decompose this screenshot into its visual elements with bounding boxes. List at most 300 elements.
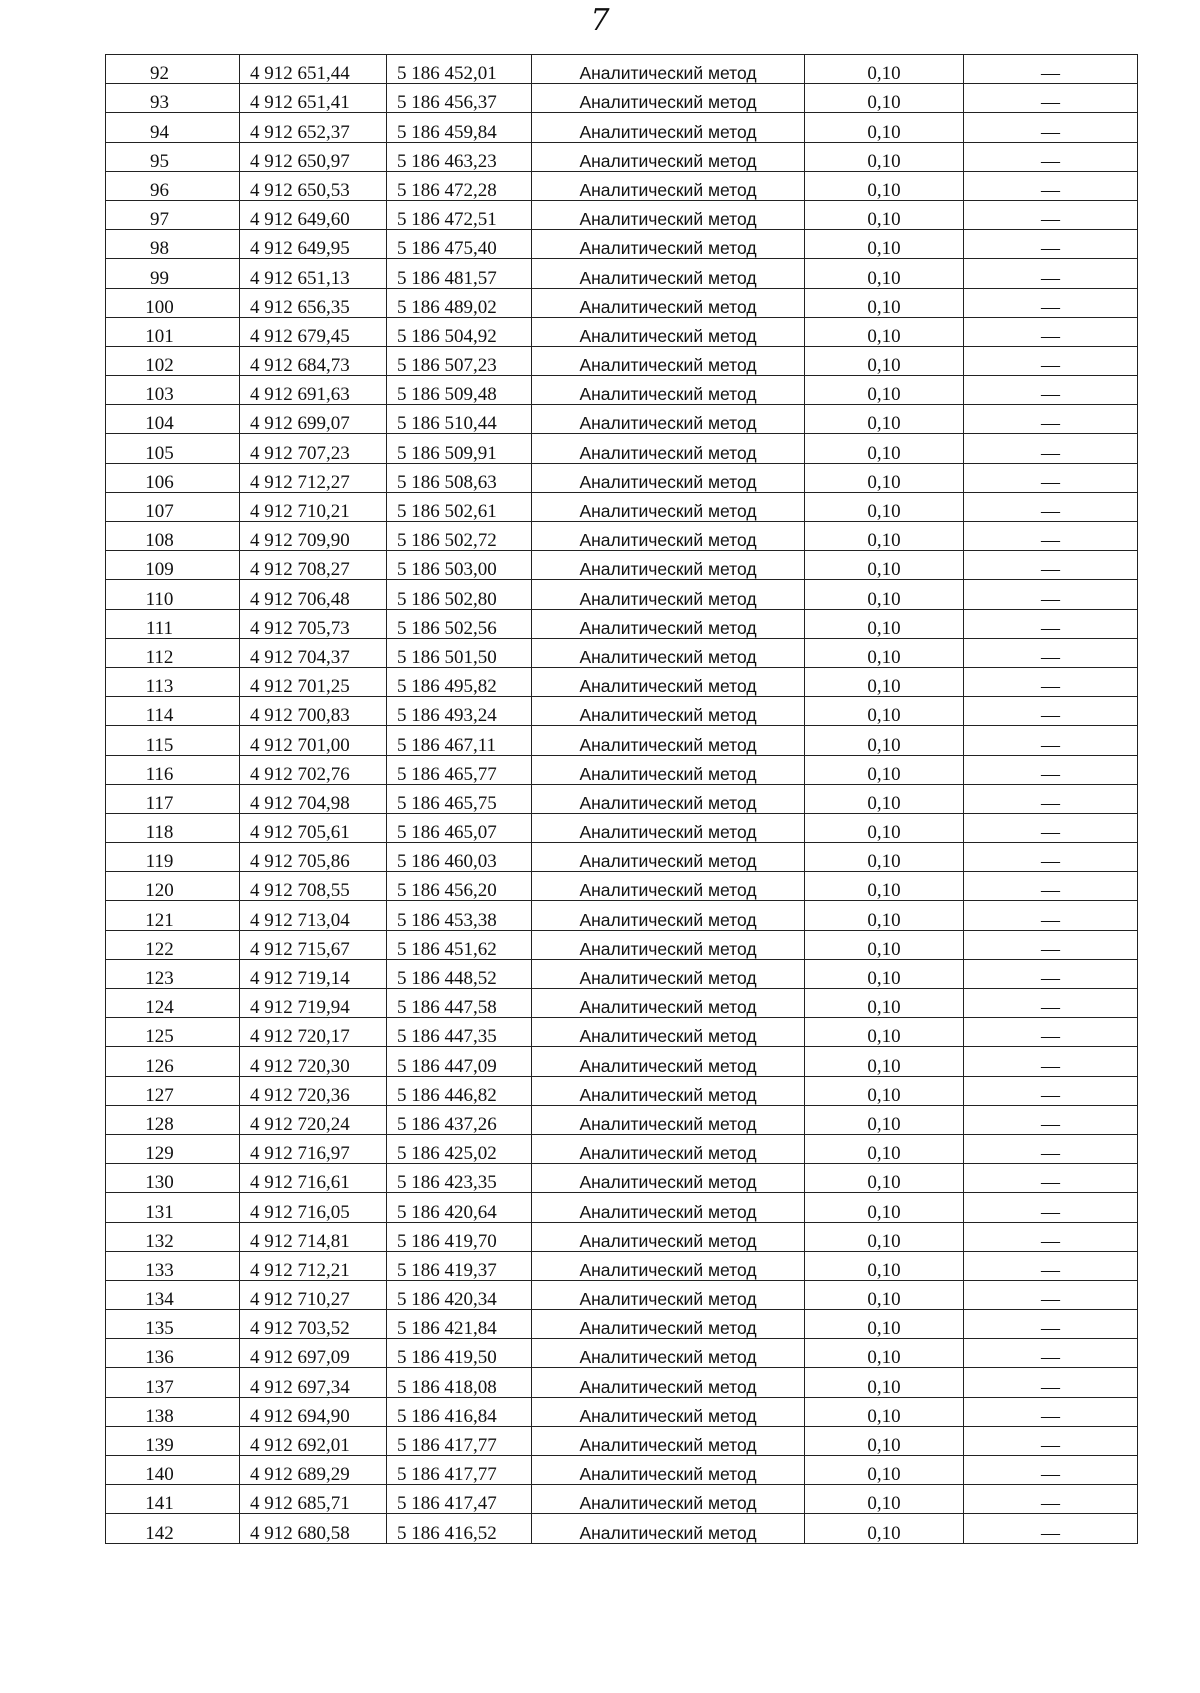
method-cell: Аналитический метод: [532, 200, 805, 229]
y-coordinate-cell: 5 186 509,48: [387, 376, 532, 405]
accuracy-cell: 0,10: [805, 755, 964, 784]
y-coordinate-cell: 5 186 452,01: [387, 55, 532, 84]
x-coordinate-cell: 4 912 700,83: [240, 697, 387, 726]
y-coordinate-cell: 5 186 456,20: [387, 872, 532, 901]
x-coordinate-cell: 4 912 712,27: [240, 463, 387, 492]
x-coordinate-cell: 4 912 689,29: [240, 1456, 387, 1485]
table-row: [106, 113, 1138, 142]
point-number-cell: 132: [106, 1222, 240, 1251]
y-coordinate-cell: 5 186 420,34: [387, 1280, 532, 1309]
y-coordinate-cell: 5 186 419,37: [387, 1251, 532, 1280]
accuracy-cell: 0,10: [805, 872, 964, 901]
accuracy-cell: 0,10: [805, 463, 964, 492]
point-number-cell: 119: [106, 843, 240, 872]
table-row: [106, 1018, 1138, 1047]
accuracy-cell: 0,10: [805, 1368, 964, 1397]
y-coordinate-cell: 5 186 504,92: [387, 317, 532, 346]
accuracy-cell: 0,10: [805, 1193, 964, 1222]
x-coordinate-cell: 4 912 720,17: [240, 1018, 387, 1047]
method-cell: Аналитический метод: [532, 667, 805, 696]
x-coordinate-cell: 4 912 719,94: [240, 989, 387, 1018]
x-coordinate-cell: 4 912 710,21: [240, 492, 387, 521]
point-number-cell: 122: [106, 930, 240, 959]
x-coordinate-cell: 4 912 705,73: [240, 609, 387, 638]
accuracy-cell: 0,10: [805, 1105, 964, 1134]
method-cell: Аналитический метод: [532, 171, 805, 200]
point-number-cell: 93: [106, 84, 240, 113]
x-coordinate-cell: 4 912 694,90: [240, 1397, 387, 1426]
point-number-cell: 102: [106, 346, 240, 375]
method-cell: Аналитический метод: [532, 230, 805, 259]
accuracy-cell: 0,10: [805, 1251, 964, 1280]
x-coordinate-cell: 4 912 720,36: [240, 1076, 387, 1105]
table-row: [106, 609, 1138, 638]
y-coordinate-cell: 5 186 508,63: [387, 463, 532, 492]
point-number-cell: 118: [106, 813, 240, 842]
x-coordinate-cell: 4 912 652,37: [240, 113, 387, 142]
table-row: [106, 1193, 1138, 1222]
point-number-cell: 120: [106, 872, 240, 901]
y-coordinate-cell: 5 186 463,23: [387, 142, 532, 171]
accuracy-cell: 0,10: [805, 1047, 964, 1076]
table-row: [106, 930, 1138, 959]
note-cell: —: [964, 784, 1138, 813]
accuracy-cell: 0,10: [805, 200, 964, 229]
y-coordinate-cell: 5 186 509,91: [387, 434, 532, 463]
note-cell: —: [964, 813, 1138, 842]
table-row: [106, 1397, 1138, 1426]
y-coordinate-cell: 5 186 460,03: [387, 843, 532, 872]
accuracy-cell: 0,10: [805, 317, 964, 346]
accuracy-cell: 0,10: [805, 959, 964, 988]
method-cell: Аналитический метод: [532, 288, 805, 317]
y-coordinate-cell: 5 186 421,84: [387, 1310, 532, 1339]
accuracy-cell: 0,10: [805, 638, 964, 667]
y-coordinate-cell: 5 186 489,02: [387, 288, 532, 317]
accuracy-cell: 0,10: [805, 142, 964, 171]
note-cell: —: [964, 1456, 1138, 1485]
y-coordinate-cell: 5 186 417,77: [387, 1456, 532, 1485]
method-cell: Аналитический метод: [532, 580, 805, 609]
x-coordinate-cell: 4 912 701,00: [240, 726, 387, 755]
x-coordinate-cell: 4 912 679,45: [240, 317, 387, 346]
point-number-cell: 115: [106, 726, 240, 755]
point-number-cell: 133: [106, 1251, 240, 1280]
note-cell: —: [964, 959, 1138, 988]
method-cell: Аналитический метод: [532, 376, 805, 405]
note-cell: —: [964, 317, 1138, 346]
x-coordinate-cell: 4 912 651,41: [240, 84, 387, 113]
method-cell: Аналитический метод: [532, 959, 805, 988]
y-coordinate-cell: 5 186 459,84: [387, 113, 532, 142]
x-coordinate-cell: 4 912 656,35: [240, 288, 387, 317]
point-number-cell: 126: [106, 1047, 240, 1076]
x-coordinate-cell: 4 912 713,04: [240, 901, 387, 930]
accuracy-cell: 0,10: [805, 813, 964, 842]
point-number-cell: 137: [106, 1368, 240, 1397]
table-row: [106, 580, 1138, 609]
point-number-cell: 130: [106, 1164, 240, 1193]
point-number-cell: 140: [106, 1456, 240, 1485]
x-coordinate-cell: 4 912 705,61: [240, 813, 387, 842]
y-coordinate-cell: 5 186 447,58: [387, 989, 532, 1018]
note-cell: —: [964, 200, 1138, 229]
table-row: [106, 697, 1138, 726]
note-cell: —: [964, 667, 1138, 696]
accuracy-cell: 0,10: [805, 113, 964, 142]
note-cell: —: [964, 1164, 1138, 1193]
point-number-cell: 134: [106, 1280, 240, 1309]
table-row: [106, 1426, 1138, 1455]
method-cell: Аналитический метод: [532, 609, 805, 638]
y-coordinate-cell: 5 186 475,40: [387, 230, 532, 259]
table-row: [106, 813, 1138, 842]
method-cell: Аналитический метод: [532, 55, 805, 84]
x-coordinate-cell: 4 912 707,23: [240, 434, 387, 463]
point-number-cell: 136: [106, 1339, 240, 1368]
method-cell: Аналитический метод: [532, 463, 805, 492]
x-coordinate-cell: 4 912 716,97: [240, 1134, 387, 1163]
note-cell: —: [964, 171, 1138, 200]
table-row: [106, 200, 1138, 229]
y-coordinate-cell: 5 186 420,64: [387, 1193, 532, 1222]
note-cell: —: [964, 1018, 1138, 1047]
note-cell: —: [964, 405, 1138, 434]
point-number-cell: 97: [106, 200, 240, 229]
method-cell: Аналитический метод: [532, 522, 805, 551]
x-coordinate-cell: 4 912 651,13: [240, 259, 387, 288]
accuracy-cell: 0,10: [805, 1456, 964, 1485]
method-cell: Аналитический метод: [532, 1310, 805, 1339]
method-cell: Аналитический метод: [532, 872, 805, 901]
point-number-cell: 106: [106, 463, 240, 492]
note-cell: —: [964, 288, 1138, 317]
method-cell: Аналитический метод: [532, 1193, 805, 1222]
note-cell: —: [964, 142, 1138, 171]
y-coordinate-cell: 5 186 502,56: [387, 609, 532, 638]
x-coordinate-cell: 4 912 710,27: [240, 1280, 387, 1309]
note-cell: —: [964, 55, 1138, 84]
table-row: [106, 726, 1138, 755]
accuracy-cell: 0,10: [805, 84, 964, 113]
method-cell: Аналитический метод: [532, 259, 805, 288]
y-coordinate-cell: 5 186 417,77: [387, 1426, 532, 1455]
point-number-cell: 108: [106, 522, 240, 551]
point-number-cell: 100: [106, 288, 240, 317]
x-coordinate-cell: 4 912 719,14: [240, 959, 387, 988]
table-row: [106, 376, 1138, 405]
note-cell: —: [964, 230, 1138, 259]
table-row: [106, 1076, 1138, 1105]
accuracy-cell: 0,10: [805, 989, 964, 1018]
point-number-cell: 117: [106, 784, 240, 813]
y-coordinate-cell: 5 186 510,44: [387, 405, 532, 434]
method-cell: Аналитический метод: [532, 638, 805, 667]
x-coordinate-cell: 4 912 706,48: [240, 580, 387, 609]
accuracy-cell: 0,10: [805, 376, 964, 405]
y-coordinate-cell: 5 186 456,37: [387, 84, 532, 113]
table-row: [106, 1310, 1138, 1339]
table-row: [106, 989, 1138, 1018]
note-cell: —: [964, 376, 1138, 405]
method-cell: Аналитический метод: [532, 697, 805, 726]
note-cell: —: [964, 1280, 1138, 1309]
point-number-cell: 116: [106, 755, 240, 784]
x-coordinate-cell: 4 912 702,76: [240, 755, 387, 784]
method-cell: Аналитический метод: [532, 901, 805, 930]
table-row: [106, 1339, 1138, 1368]
y-coordinate-cell: 5 186 495,82: [387, 667, 532, 696]
accuracy-cell: 0,10: [805, 1280, 964, 1309]
method-cell: Аналитический метод: [532, 1485, 805, 1514]
x-coordinate-cell: 4 912 714,81: [240, 1222, 387, 1251]
method-cell: Аналитический метод: [532, 843, 805, 872]
method-cell: Аналитический метод: [532, 813, 805, 842]
y-coordinate-cell: 5 186 453,38: [387, 901, 532, 930]
note-cell: —: [964, 1514, 1138, 1543]
accuracy-cell: 0,10: [805, 930, 964, 959]
y-coordinate-cell: 5 186 472,51: [387, 200, 532, 229]
point-number-cell: 103: [106, 376, 240, 405]
accuracy-cell: 0,10: [805, 784, 964, 813]
table-row: [106, 843, 1138, 872]
x-coordinate-cell: 4 912 691,63: [240, 376, 387, 405]
table-row: [106, 1105, 1138, 1134]
point-number-cell: 96: [106, 171, 240, 200]
y-coordinate-cell: 5 186 419,50: [387, 1339, 532, 1368]
method-cell: Аналитический метод: [532, 1134, 805, 1163]
method-cell: Аналитический метод: [532, 113, 805, 142]
x-coordinate-cell: 4 912 720,30: [240, 1047, 387, 1076]
point-number-cell: 112: [106, 638, 240, 667]
point-number-cell: 113: [106, 667, 240, 696]
accuracy-cell: 0,10: [805, 288, 964, 317]
page-number: 7: [590, 3, 610, 38]
accuracy-cell: 0,10: [805, 171, 964, 200]
point-number-cell: 92: [106, 55, 240, 84]
x-coordinate-cell: 4 912 720,24: [240, 1105, 387, 1134]
note-cell: —: [964, 1222, 1138, 1251]
point-number-cell: 129: [106, 1134, 240, 1163]
x-coordinate-cell: 4 912 708,27: [240, 551, 387, 580]
table-row: [106, 522, 1138, 551]
note-cell: —: [964, 609, 1138, 638]
note-cell: —: [964, 901, 1138, 930]
y-coordinate-cell: 5 186 423,35: [387, 1164, 532, 1193]
method-cell: Аналитический метод: [532, 755, 805, 784]
method-cell: Аналитический метод: [532, 930, 805, 959]
note-cell: —: [964, 492, 1138, 521]
table-row: [106, 317, 1138, 346]
method-cell: Аналитический метод: [532, 1397, 805, 1426]
note-cell: —: [964, 697, 1138, 726]
table-row: [106, 1164, 1138, 1193]
accuracy-cell: 0,10: [805, 405, 964, 434]
accuracy-cell: 0,10: [805, 697, 964, 726]
y-coordinate-cell: 5 186 502,61: [387, 492, 532, 521]
y-coordinate-cell: 5 186 416,84: [387, 1397, 532, 1426]
method-cell: Аналитический метод: [532, 1251, 805, 1280]
accuracy-cell: 0,10: [805, 726, 964, 755]
accuracy-cell: 0,10: [805, 1514, 964, 1543]
y-coordinate-cell: 5 186 502,72: [387, 522, 532, 551]
table-row: [106, 1047, 1138, 1076]
y-coordinate-cell: 5 186 447,35: [387, 1018, 532, 1047]
table-row: [106, 1222, 1138, 1251]
y-coordinate-cell: 5 186 472,28: [387, 171, 532, 200]
accuracy-cell: 0,10: [805, 901, 964, 930]
y-coordinate-cell: 5 186 425,02: [387, 1134, 532, 1163]
accuracy-cell: 0,10: [805, 843, 964, 872]
accuracy-cell: 0,10: [805, 1485, 964, 1514]
table-row: [106, 346, 1138, 375]
note-cell: —: [964, 1339, 1138, 1368]
table-row: [106, 959, 1138, 988]
note-cell: —: [964, 726, 1138, 755]
accuracy-cell: 0,10: [805, 1164, 964, 1193]
x-coordinate-cell: 4 912 684,73: [240, 346, 387, 375]
method-cell: Аналитический метод: [532, 1368, 805, 1397]
method-cell: Аналитический метод: [532, 1076, 805, 1105]
point-number-cell: 127: [106, 1076, 240, 1105]
point-number-cell: 142: [106, 1514, 240, 1543]
note-cell: —: [964, 1193, 1138, 1222]
method-cell: Аналитический метод: [532, 1222, 805, 1251]
x-coordinate-cell: 4 912 650,97: [240, 142, 387, 171]
note-cell: —: [964, 1105, 1138, 1134]
accuracy-cell: 0,10: [805, 1222, 964, 1251]
accuracy-cell: 0,10: [805, 609, 964, 638]
table-row: [106, 901, 1138, 930]
point-number-cell: 135: [106, 1310, 240, 1339]
accuracy-cell: 0,10: [805, 492, 964, 521]
note-cell: —: [964, 872, 1138, 901]
coordinates-table-body: [106, 55, 1138, 1544]
accuracy-cell: 0,10: [805, 1339, 964, 1368]
accuracy-cell: 0,10: [805, 522, 964, 551]
table-row: [106, 55, 1138, 84]
x-coordinate-cell: 4 912 697,09: [240, 1339, 387, 1368]
method-cell: Аналитический метод: [532, 346, 805, 375]
note-cell: —: [964, 551, 1138, 580]
note-cell: —: [964, 463, 1138, 492]
x-coordinate-cell: 4 912 708,55: [240, 872, 387, 901]
x-coordinate-cell: 4 912 709,90: [240, 522, 387, 551]
table-row: [106, 142, 1138, 171]
table-row: [106, 230, 1138, 259]
note-cell: —: [964, 113, 1138, 142]
x-coordinate-cell: 4 912 704,37: [240, 638, 387, 667]
accuracy-cell: 0,10: [805, 1134, 964, 1163]
method-cell: Аналитический метод: [532, 142, 805, 171]
point-number-cell: 109: [106, 551, 240, 580]
method-cell: Аналитический метод: [532, 989, 805, 1018]
x-coordinate-cell: 4 912 651,44: [240, 55, 387, 84]
x-coordinate-cell: 4 912 703,52: [240, 1310, 387, 1339]
point-number-cell: 111: [106, 609, 240, 638]
table-row: [106, 755, 1138, 784]
x-coordinate-cell: 4 912 697,34: [240, 1368, 387, 1397]
method-cell: Аналитический метод: [532, 1280, 805, 1309]
table-row: [106, 405, 1138, 434]
note-cell: —: [964, 1134, 1138, 1163]
point-number-cell: 123: [106, 959, 240, 988]
point-number-cell: 95: [106, 142, 240, 171]
point-number-cell: 110: [106, 580, 240, 609]
y-coordinate-cell: 5 186 437,26: [387, 1105, 532, 1134]
method-cell: Аналитический метод: [532, 1426, 805, 1455]
method-cell: Аналитический метод: [532, 84, 805, 113]
accuracy-cell: 0,10: [805, 667, 964, 696]
method-cell: Аналитический метод: [532, 1514, 805, 1543]
note-cell: —: [964, 1076, 1138, 1105]
y-coordinate-cell: 5 186 417,47: [387, 1485, 532, 1514]
y-coordinate-cell: 5 186 493,24: [387, 697, 532, 726]
method-cell: Аналитический метод: [532, 492, 805, 521]
accuracy-cell: 0,10: [805, 1426, 964, 1455]
note-cell: —: [964, 84, 1138, 113]
x-coordinate-cell: 4 912 649,95: [240, 230, 387, 259]
table-row: [106, 551, 1138, 580]
x-coordinate-cell: 4 912 705,86: [240, 843, 387, 872]
accuracy-cell: 0,10: [805, 1018, 964, 1047]
point-number-cell: 141: [106, 1485, 240, 1514]
point-number-cell: 99: [106, 259, 240, 288]
point-number-cell: 94: [106, 113, 240, 142]
y-coordinate-cell: 5 186 465,75: [387, 784, 532, 813]
point-number-cell: 105: [106, 434, 240, 463]
point-number-cell: 101: [106, 317, 240, 346]
table-row: [106, 1456, 1138, 1485]
note-cell: —: [964, 843, 1138, 872]
table-row: [106, 1134, 1138, 1163]
y-coordinate-cell: 5 186 502,80: [387, 580, 532, 609]
accuracy-cell: 0,10: [805, 1310, 964, 1339]
table-row: [106, 1514, 1138, 1543]
note-cell: —: [964, 346, 1138, 375]
method-cell: Аналитический метод: [532, 1456, 805, 1485]
x-coordinate-cell: 4 912 704,98: [240, 784, 387, 813]
table-row: [106, 638, 1138, 667]
note-cell: —: [964, 1310, 1138, 1339]
note-cell: —: [964, 259, 1138, 288]
y-coordinate-cell: 5 186 418,08: [387, 1368, 532, 1397]
note-cell: —: [964, 1251, 1138, 1280]
y-coordinate-cell: 5 186 481,57: [387, 259, 532, 288]
table-row: [106, 784, 1138, 813]
point-number-cell: 104: [106, 405, 240, 434]
point-number-cell: 107: [106, 492, 240, 521]
note-cell: —: [964, 930, 1138, 959]
y-coordinate-cell: 5 186 507,23: [387, 346, 532, 375]
table-row: [106, 667, 1138, 696]
note-cell: —: [964, 1426, 1138, 1455]
note-cell: —: [964, 638, 1138, 667]
x-coordinate-cell: 4 912 701,25: [240, 667, 387, 696]
x-coordinate-cell: 4 912 715,67: [240, 930, 387, 959]
y-coordinate-cell: 5 186 447,09: [387, 1047, 532, 1076]
accuracy-cell: 0,10: [805, 346, 964, 375]
point-number-cell: 124: [106, 989, 240, 1018]
table-row: [106, 1251, 1138, 1280]
method-cell: Аналитический метод: [532, 1018, 805, 1047]
note-cell: —: [964, 1047, 1138, 1076]
x-coordinate-cell: 4 912 649,60: [240, 200, 387, 229]
note-cell: —: [964, 434, 1138, 463]
y-coordinate-cell: 5 186 419,70: [387, 1222, 532, 1251]
note-cell: —: [964, 1368, 1138, 1397]
method-cell: Аналитический метод: [532, 726, 805, 755]
